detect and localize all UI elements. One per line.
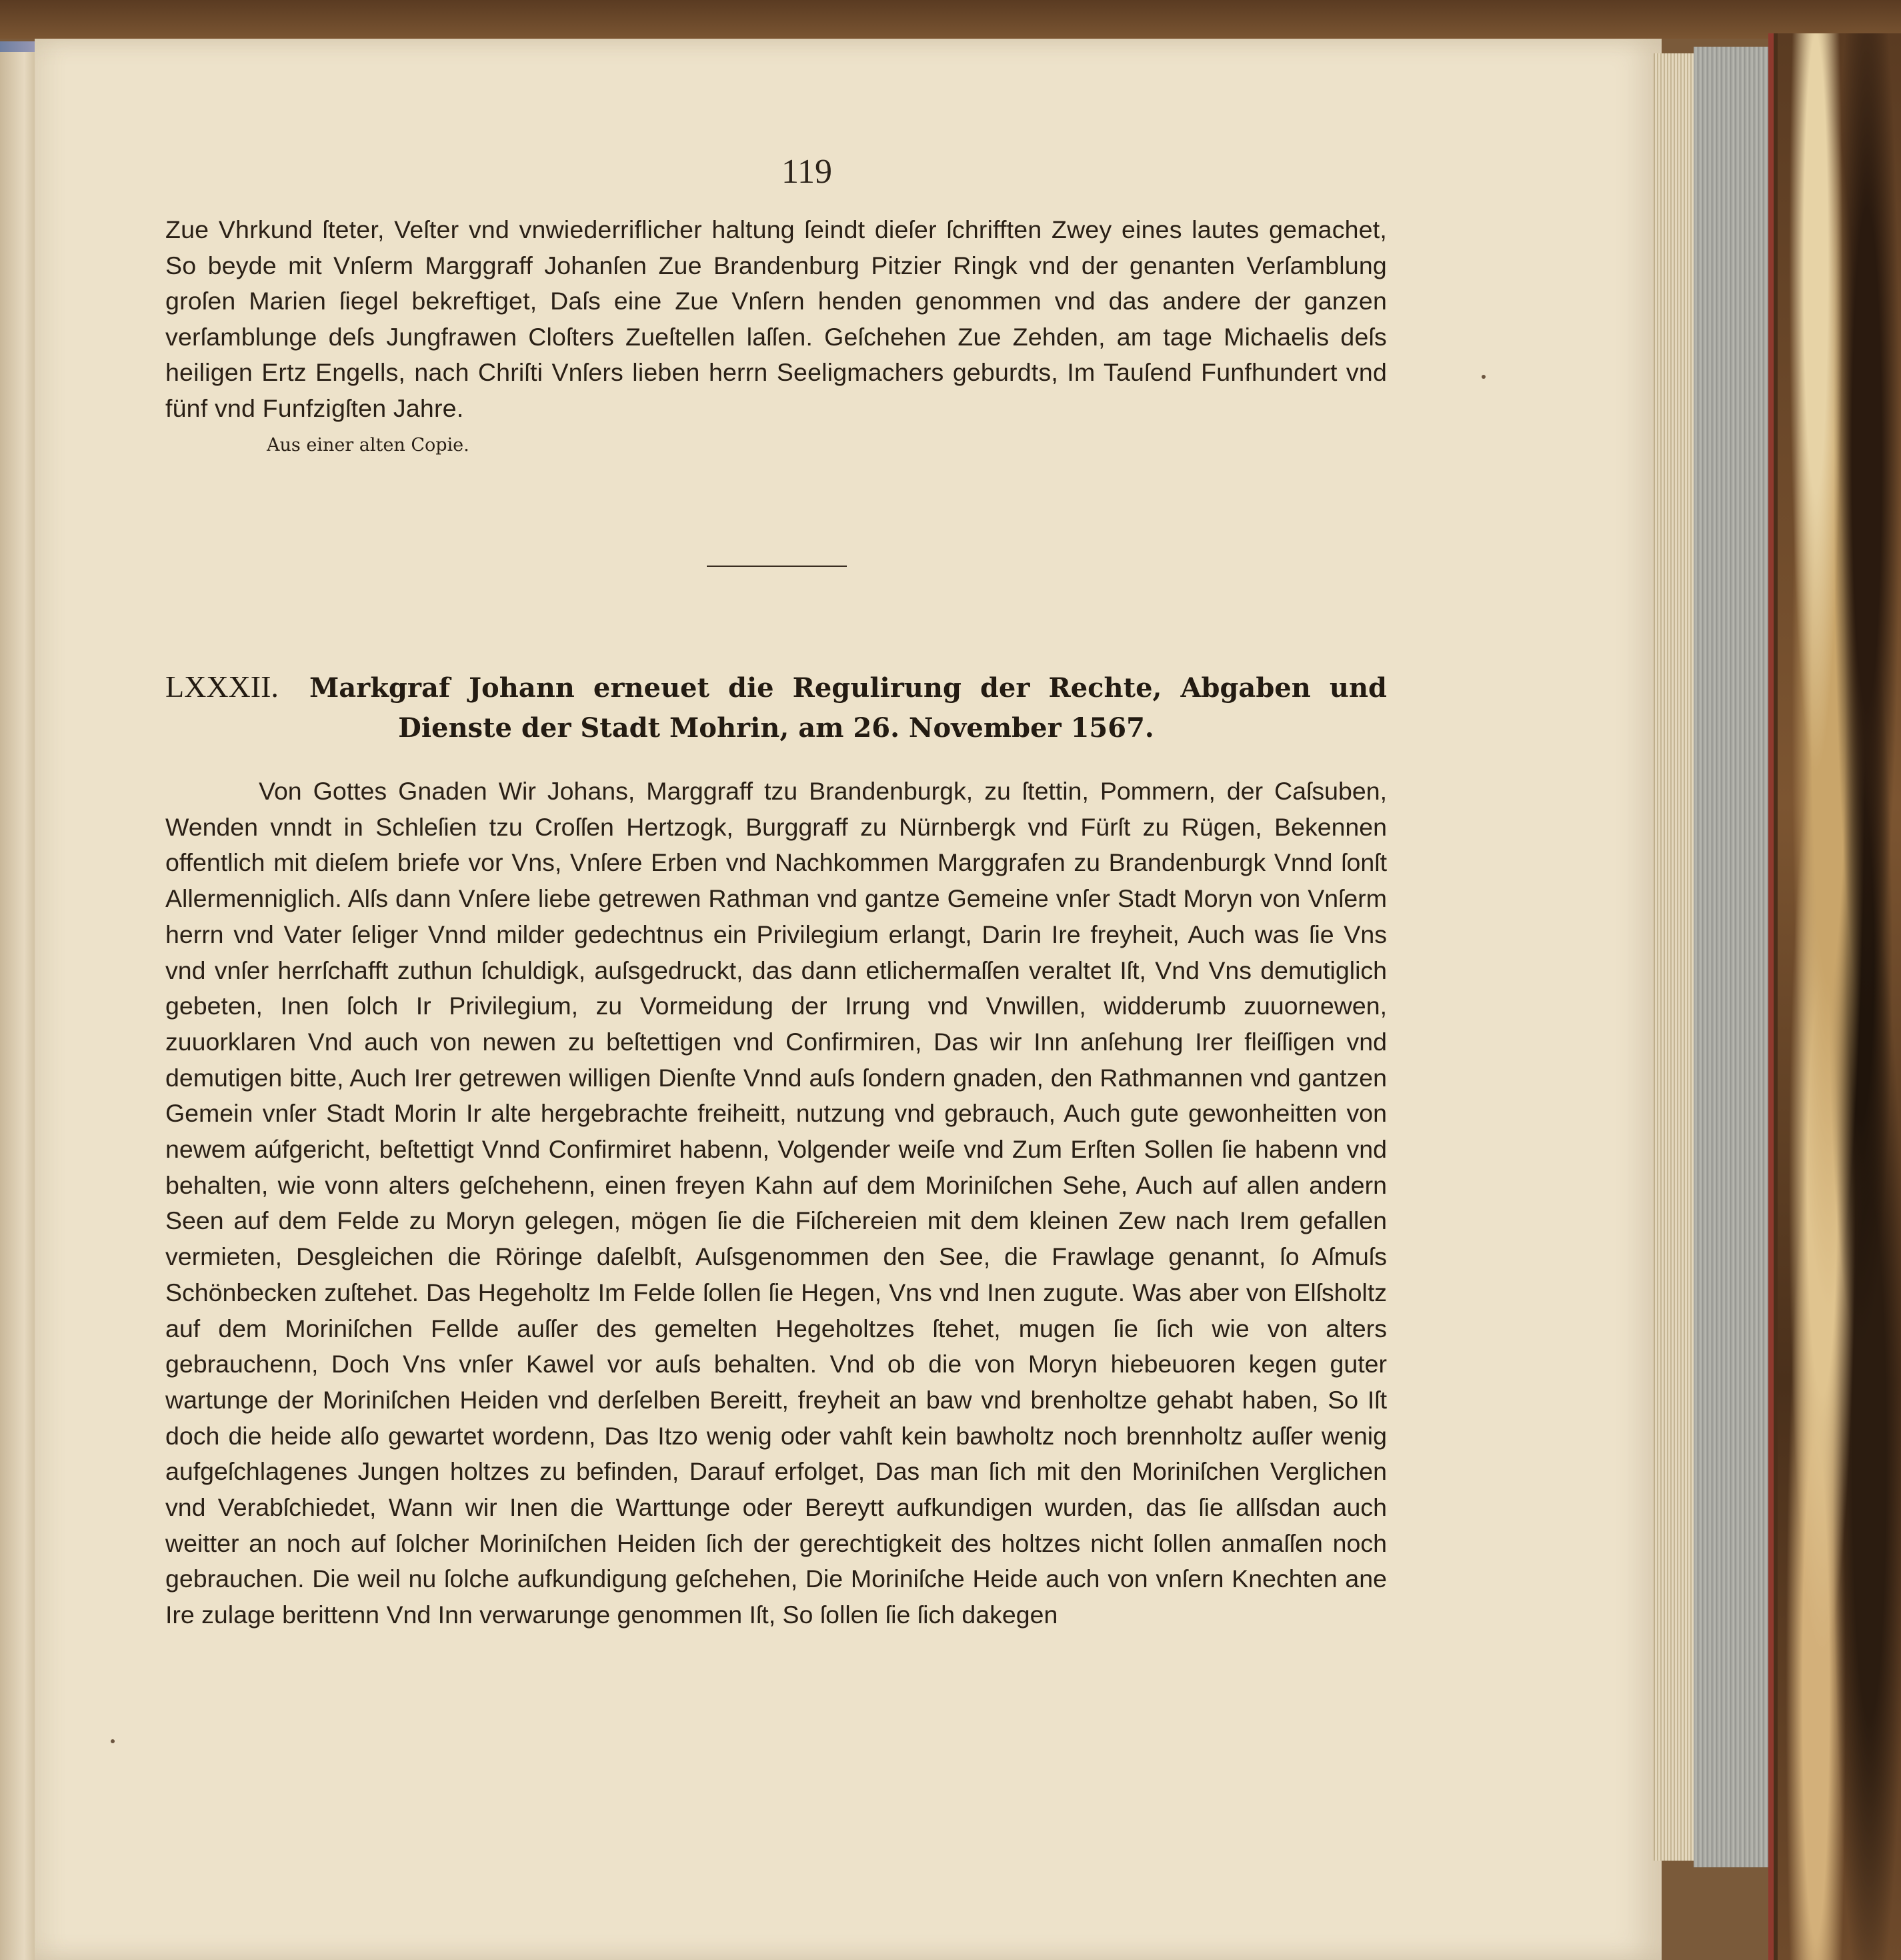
ink-spot — [1482, 375, 1486, 379]
page-stack-edge — [1654, 53, 1695, 1861]
document-body: Von Gottes Gnaden Wir Johans, Marggraff tzu Brandenburgk, zu ſtettin, Pommern, der Caſsuben, Wenden vnndt in Schleſien tzu Croſſen Hertzogk, Burggraff zu Nürnbergk vnd Fürſt zu Rügen, Bekennen offentlich mit dieſem briefe vor Vns, Vnſere Erben vnd Nachkommen Marggrafen zu Brandenburgk Vnnd ſonſt Allermenniglich. Alſs dann Vnſere liebe getrewen Rathman vnd gantze Gemeine vnſer Stadt Moryn von Vnſerm herrn vnd Vater ſeliger Vnnd milder gedechtnus ein Privilegium erlangt, Darin Ire freyheit, Auch was ſie Vns vnd vnſer herrſchafft zuthun ſchuldigk, auſsgedruckt, das dann etlichermaſſen veraltet Iſt, Vnd Vns demutiglich gebeten, Inen ſolch Ir Privilegium, zu Vormeidung der Irrung vnd Vnwillen, widderumb zuuornewen, zuuorklaren Vnd auch von newen zu beſtettigen vnd Confirmiren, Das wir Inn anſehung Irer fleiſſigen vnd demutigen bitte, Auch Irer getrewen willigen Dienſte Vnnd auſs ſondern gnaden, den Rathmannen vnd gantzen Gemein vnſer Stadt Morin Ir alte hergebrachte freiheitt, nutzung vnd gebrauch, Auch gute gewonheitten von newem aúfgericht, beſtettigt Vnnd Confirmiret habenn, Volgender weiſe vnd Zum Erſten Sollen ſie habenn vnd behalten, wie vonn alters geſchehenn, einen freyen Kahn auf dem Moriniſchen Sehe, Auch auf allen andern Seen auf dem Felde zu Moryn gelegen, mögen ſie die Fiſchereien mit dem kleinen Zew nach Irem gefallen vermieten, Desgleichen die Röringe daſelbſt, Auſsgenommen den See, die Frawlage genannt, ſo Aſmuſs Schönbecken zuſtehet. Das Hegeholtz Im Felde ſollen ſie Hegen, Vns vnd Inen zugute. Was aber von Elſsholtz auf dem Moriniſchen Fellde auſſer des gemelten Hegeholtzes ſtehet, mugen ſie ſich wie von alters gebrauchenn, Doch Vns vnſer Kawel vor auſs behalten. Vnd ob die von Moryn hiebeuoren kegen guter wartunge der Moriniſchen Heiden vnd derſelben Bereitt, freyheit an baw vnd brenholtze gehabt haben, So Iſt doch die heide alſo gewartet wordenn, Das Itzo wenig oder vahſt kein bawholtz noch brennholtz auſſer wenig aufgeſchlagenes Jungen holtzes zu befinden, Darauf erfolget, Das man ſich mit den Moriniſchen Verglichen vnd Verabſchiedet, Wann wir Inen die Warttunge oder Bereytt aufkundigen wurden, das ſie allſsdan auch weitter an noch auf ſolcher Moriniſchen Heiden ſich der gerechtigkeit des holtzes nicht ſollen anmaſſen noch gebrauchen. Die weil nu ſolche aufkundigung geſchehen, Die Moriniſche Heide auch von vnſern Knechten ane Ire zulage berittenn Vnd Inn verwarunge genommen Iſt, So ſollen ſie ſich dakegen — [165, 777, 1387, 1629]
left-page-edge — [0, 47, 36, 1960]
ink-spot — [111, 1739, 115, 1743]
page-number: 119 — [781, 153, 833, 191]
book-block-edge — [1694, 47, 1774, 1867]
document-number: LXXXII. — [165, 670, 279, 704]
source-note: Aus einer alten Copie. — [267, 435, 469, 455]
top-background — [0, 0, 1901, 39]
document-heading — [165, 667, 1387, 748]
closing-paragraph: Zue Vhrkund ſteter, Veſter vnd vnwiederriflicher haltung ſeindt dieſer ſchrifften Zwey eines lautes gemachet, So beyde mit Vnſerm Marggraff Johanſen Zue Brandenburg Pitzier Ringk vnd der genanten Verſamblung groſen Marien ſiegel bekreftiget, Daſs eine Zue Vnſern henden genommen vnd das andere der ganzen verſamblunge deſs Jungfrawen Cloſters Zueſtellen laſſen. Geſchehen Zue Zehden, am tage Michaelis deſs heiligen Ertz Engells, nach Chriſti Vnſers lieben herrn Seeligmachers geburdts, Im Tauſend Funfhundert vnd fünf vnd Funfzigſten Jahre. — [165, 215, 1387, 422]
document-title: Markgraf Johann erneuet die Regulirung der Rechte, Abgaben und Dienste der Stadt Mohrin, am 26. November 1567. — [309, 672, 1387, 744]
marbled-cover — [1774, 33, 1901, 1960]
section-divider — [707, 566, 847, 567]
